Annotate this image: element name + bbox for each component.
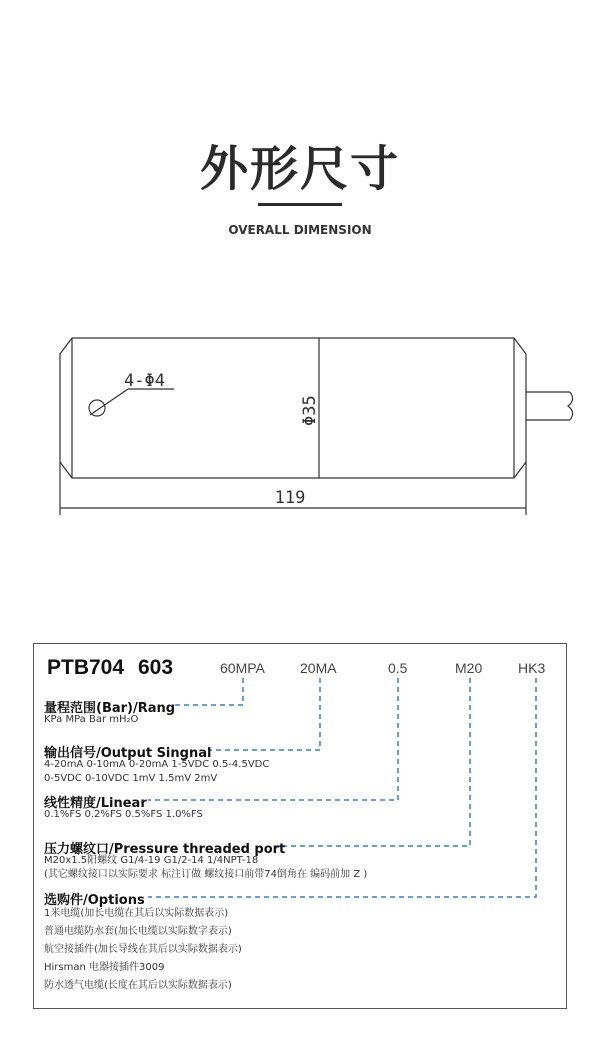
linear-title: 线性精度/Linear [44, 796, 147, 811]
code-thread: M20 [455, 660, 483, 676]
option-item: 普通电缆防水套(加长电缆以实际数字表示) [44, 926, 232, 937]
connector-range [172, 678, 243, 705]
page-title: 外形尺寸 [199, 141, 400, 197]
code-option: HK3 [518, 660, 546, 676]
port-line-1: M20x1.5阳螺纹 G1/4-19 G1/2-14 1/4NPT-18 [44, 855, 259, 866]
option-item: 防水透气电缆(长度在其后以实际数据表示) [44, 980, 232, 991]
hole-label: 4-Φ4 [124, 371, 165, 391]
connector-thread [276, 678, 470, 846]
diameter-label: Φ35 [300, 395, 320, 426]
port-title: 压力螺纹口/Pressure threaded port [44, 842, 286, 857]
output-title: 输出信号/Output Singnal [44, 746, 212, 761]
option-item: Hirsman 电器接插件3009 [44, 962, 165, 973]
option-item: 航空接插件(加长导线在其后以实际数据表示) [44, 944, 242, 955]
output-line-2: 0-5VDC 0-10VDC 1mV 1.5mV 2mV [44, 773, 218, 784]
range-title: 量程范围(Bar)/Rang [44, 701, 176, 716]
code-accuracy: 0.5 [388, 660, 408, 676]
linear-values: 0.1%FS 0.2%FS 0.5%FS 1.0%FS [44, 809, 203, 820]
series-code: 603 [138, 656, 174, 679]
port-line-2: (其它螺纹接口以实际要求 标注订做 螺纹接口前带74倒角在 编码前加 Z ) [44, 869, 368, 880]
connector-output [208, 678, 320, 750]
range-units: KPa MPa Bar mH₂O [44, 714, 139, 725]
code-output: 20MA [300, 660, 337, 676]
code-range: 60MPA [220, 660, 265, 676]
output-line-1: 4-20mA 0-10mA 0-20mA 1-5VDC 0.5-4.5VDC [44, 759, 270, 770]
option-item: 1米电缆(加长电缆在其后以实际数据表示) [44, 908, 229, 919]
page-subtitle: OVERALL DIMENSION [228, 223, 372, 237]
length-label: 119 [274, 488, 306, 508]
options-title: 选购件/Options [44, 893, 145, 908]
model-code: PTB704 [47, 656, 125, 679]
